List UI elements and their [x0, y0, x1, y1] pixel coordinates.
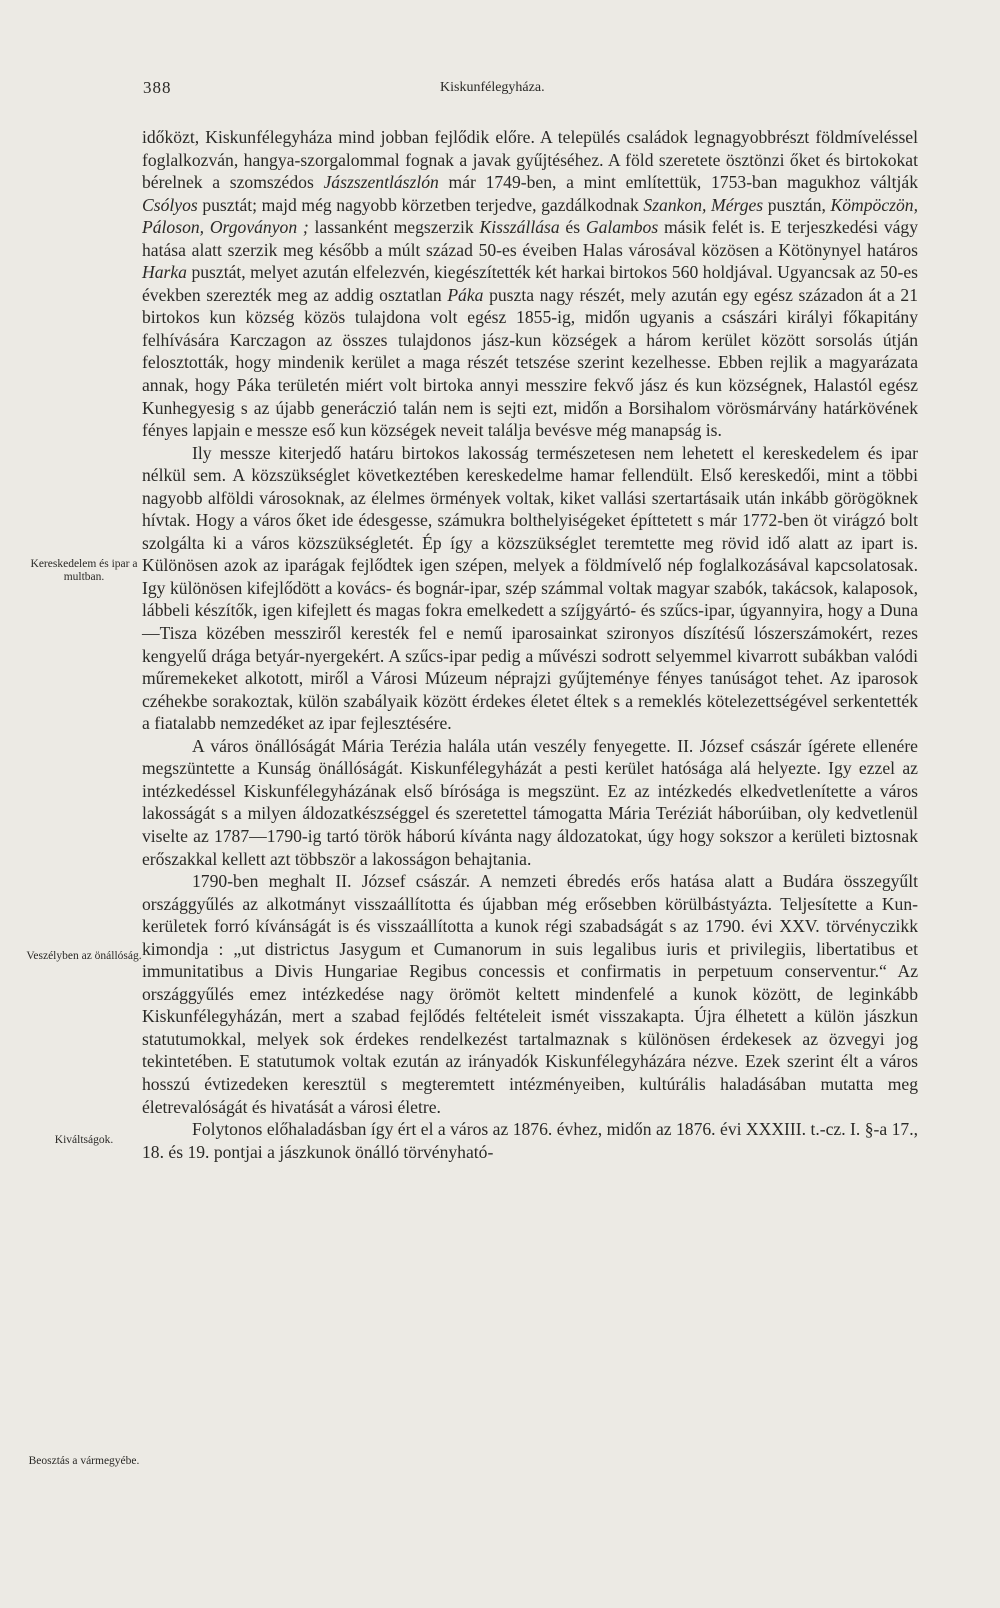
text-run: puszta nagy részét, mely azután egy egész századon át a 21 birtokos kun község közös tulajdona volt egész 1855-ig, midőn ugyanis a császári királyi főkapitány felhívására Karczagon az összes tulajdonos jász-kun községek a három kerület között sorsolás útján felosztották, hogy mindenik kerület a maga részét tetszése szerint kezelhesse. Ebben rejlik a magyarázata annak, hogy Páka területén miért volt birtoka annyi messzire fekvő jász és kun községnek, Halastól egész Kunhegyesig s az újabb generáczió talán nem is sejti ezt, midőn a Borsihalom vörösmárvány határkövének fényes lapjain e messze eső kun községek neveit találja bevésve még manapság is. [142, 284, 918, 441]
paragraph-autonomy [142, 735, 918, 870]
margin-note-privileges: Kiváltságok. [54, 1134, 114, 1146]
text-run: A város önállóságát Mária Terézia halála után veszély fenyegette. II. József császár ígérete ellenére megszüntette a Kunság önállóságát. Kiskunfélegyházát a pesti kerület hatósága alá helyezte. Igy ezzel az intézkedéssel Kiskunfélegyházának első bírósága is megszünt. Ez az intézkedés elkedvetlenítette a város lakosságát s a milyen áldozatkészséggel és szeretettel támogatta Mária Teréziát háborúiban, oly kedvetlenül viselte az 1787—1790-ig tartó török háború kívánta nagy áldozatokat, úgy hogy sokszor a kerületi biztosnak erőszakkal kellett azt többször a lakosságon behajtania. [142, 735, 918, 869]
text-run: másik felét is. E terjeszkedési vágy hatása alatt szerzik meg később a múlt század 50-es éveiben Halas városával közösen a Kötönynyel határos [142, 217, 919, 260]
text-run: időközt, Kiskunfélegyháza mind jobban fejlődik előre. A település családok legnagyobbrészt földmíveléssel foglalkozván, hangya-szorgalommal fognak a javak gyűjtéséhez. A föld szeretete ösztönzi őket és birtokokat bérelnek a szomszédos [142, 127, 918, 193]
text-run: pusztát, melyet azután elfelezvén, kiegészítették két harkai birtokos 560 holdjával. Ugyancsak az 50-es években szerezték meg az addig osztatlan [142, 262, 918, 305]
text-run: 1790-ben meghalt II. József császár. A nemzeti ébredés erős hatása alatt a Budára összegyűlt országgyűlés az alkotmányt visszaállította és újabban még erősebben körülbástyázta. Teljesítette a Kun-kerületek forró kívánságát is és visszaállította a kunok régi szabadságát s az 1790. évi XXV. törvényczikk kimondja : „ut districtus Jasygum et Cumanorum in suis legalibus iuris et privilegiis, libertatibus et immunitatibus a Divis Hungariae Regibus concessis et confirmatis in perpetuum conserventur.“ Az országgyűlés emez intézkedése nagy örömöt keltett mindenfelé a kunok között, de leginkább Kiskunfélegyházán, mert a szabad fejlődés feltételeit ismét visszakapta. Újra élhetett a külön jászkun statutumokkal, melyek sok érdekes rendelkezést tartalmaznak s különösen érdekesek az özvegyi jog tekintetében. E statutumok voltak ezután az irányadók Kiskunfélegyházára nézve. Ezek szerint élt a város hosszú évtizedeken keresztül s megteremtett intézményeiben, kultúrális haladásában mutatta meg életrevalóságát és hivatását a városi életre. [142, 871, 918, 1117]
italic-place-name: Páka [447, 284, 484, 305]
paragraph-county [142, 1118, 918, 1163]
margin-note-danger: Veszélyben az önállóság. [26, 950, 142, 962]
italic-place-name: Szankon, Mérges [643, 194, 764, 215]
margin-note-trade: Kereskedelem és ipar a multban. [30, 558, 138, 583]
text-run: és [559, 217, 586, 238]
page-header [143, 78, 911, 106]
italic-place-name: Csólyos [142, 194, 198, 215]
italic-place-name: Jászszentlászlón [323, 172, 439, 193]
paragraph-privileges [142, 870, 918, 1118]
italic-place-name: Kömpöczön, Páloson, Orgoványon ; [142, 194, 918, 238]
running-head: Kiskunfélegyháza. [440, 80, 545, 95]
italic-place-name: Kisszállása [479, 217, 560, 238]
margin-note-county: Beosztás a vármegyébe. [28, 1455, 140, 1467]
italic-place-name: Galambos [585, 217, 659, 238]
text-run: pusztán, [763, 194, 831, 215]
text-run: Ily messze kiterjedő határu birtokos lakosság természetesen nem lehetett el kereskedelem és ipar nélkül sem. A közszükséglet következtében kereskedelme hamar fellendült. Első kereskedői, mint a többi nagyobb alföldi városoknak, az élelmes örmények voltak, kiket vallási szertartásaik után inkább görögöknek hívtak. Hogy a város őket ide édesgesse, számukra bolthelyiségeket építtetett s már 1772-ben öt virágzó bolt szolgálta ki a város közszükségletét. Ép így a közszükséglet teremtette meg rövid idő alatt az ipart is. Különösen azok az iparágak fejlődtek igen szépen, melyek a földmívelő nép foglalkozásával kapcsolatosak. Igy különösen kifejlődött a kovács- és bognár-ipar, szép számmal voltak magyar szabók, takácsok, kalaposok, lábbeli készítők, igen kifejlett és magas fokra emelkedett a szíjgyártó- és szűcs-ipar, úgyannyira, hogy a Duna—Tisza közében messziről keresték fel e nemű iparosainkat szironyos díszítésű lószerszámokért, rezes kengyelű drága betyár-nyergekért. A szűcs-ipar pedig a művészi sodrott selyemmel kivarrott subákban valódi műremekeket alkotott, miről a Városi Múzeum néprajzi gyűjteménye fényes tanúságot tehet. Az iparosok czéhekbe sorakoztak, külön szabályaik között érdekes életet éltek s a remeklés kötelezettségével serkentették a fiatalabb nemzedéket az ipar fejlesztésére. [142, 442, 918, 734]
text-column [142, 126, 918, 1163]
page-number: 388 [143, 78, 172, 97]
paragraph-trade [142, 442, 918, 735]
text-run: Folytonos előhaladásban így ért el a város az 1876. évhez, midőn az 1876. évi XXXIII. t.-cz. I. §-a 17., 18. és 19. pontjai a jászkunok önálló törvényható- [142, 1119, 918, 1162]
paragraph-land [142, 126, 918, 442]
text-run: pusztát; majd még nagyobb körzetben terjedve, gazdálkodnak [197, 194, 644, 215]
italic-place-name: Harka [142, 262, 187, 283]
text-run: már 1749-ben, a mint említettük, 1753-ban magukhoz váltják [438, 172, 918, 193]
text-run: lassanként megszerzik [308, 217, 480, 238]
